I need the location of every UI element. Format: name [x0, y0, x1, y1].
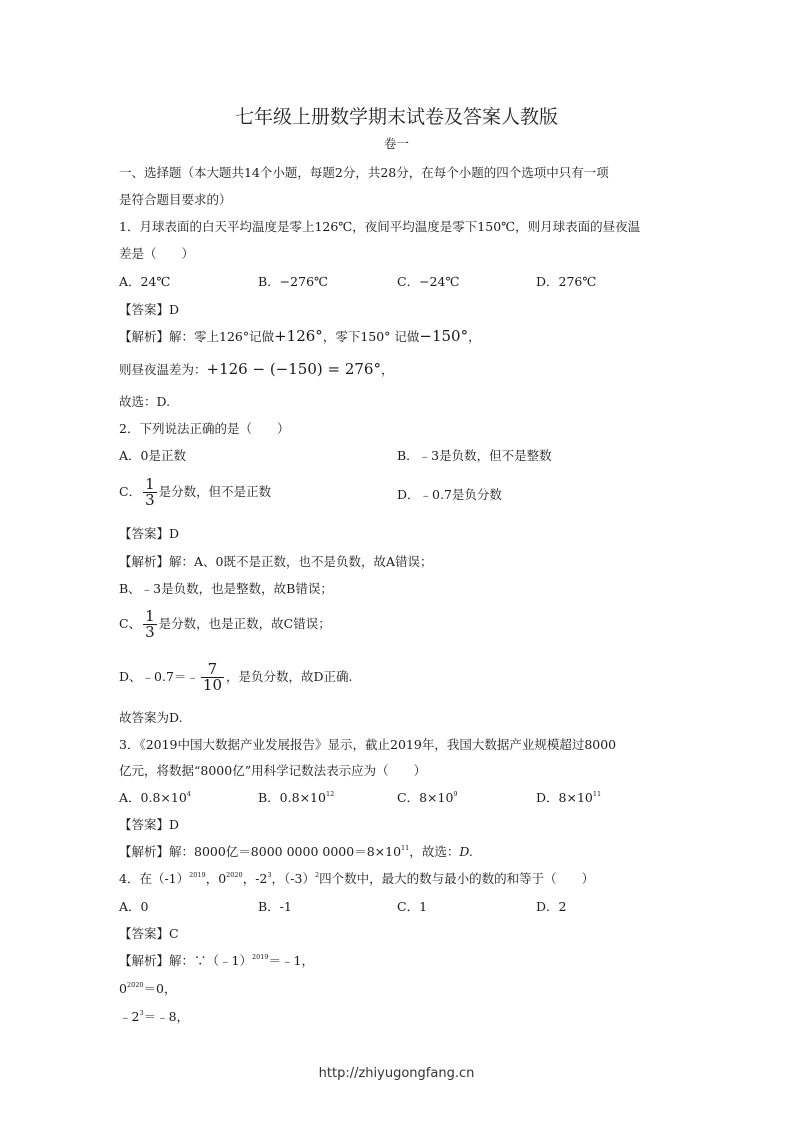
q3-analysis-text-c: D. [459, 844, 473, 859]
q1-analysis-line2 [119, 361, 393, 378]
q3-analysis [119, 844, 473, 860]
q4-analysis-line1 [119, 953, 314, 969]
q4-stem [119, 871, 594, 887]
q3-option-a [119, 790, 191, 806]
q4-stem-exp4: 2 [314, 871, 320, 879]
q4-stem-a: 4．在（-1） [119, 871, 190, 886]
q3-stem-line2: 亿元，将数据“8000亿”用科学记数法表示应为（ ） [119, 763, 427, 778]
q2-analysis-line2: B、﹣3是负数，也是整数，故B错误； [119, 581, 333, 596]
q2-stem: 2．下列说法正确的是（ ） [119, 421, 290, 436]
q4-analysis2-exp: 2020 [126, 981, 144, 989]
q2-option-c-prefix: C． [119, 484, 142, 499]
q1-analysis-text-c: ，零下150° 记做 [322, 329, 420, 344]
q1-stem-line1: 1．月球表面的白天平均温度是零上126℃，夜间平均温度是零下150℃，则月球表面的昼夜温 [119, 219, 641, 234]
q2-analysis4-fraction [201, 662, 224, 693]
q3-analysis-text-b: ，故选： [409, 844, 460, 859]
q3-option-a-base: A．0.8×10 [119, 790, 187, 805]
q1-analysis-text-a: 【解析】解：零上126°记做 [119, 329, 275, 344]
q2-option-b: B．﹣3是负数，但不是整数 [397, 448, 552, 463]
q4-analysis1-exp: 2019 [251, 953, 269, 961]
q1-analysis-math-d: −150° [419, 327, 469, 345]
q1-analysis-line3: 故选：D. [119, 394, 171, 409]
fraction-denominator: 3 [145, 623, 155, 641]
q4-stem-c: ，-2 [242, 871, 268, 886]
q4-analysis3-a: ﹣2 [119, 1009, 140, 1024]
q4-stem-e: 四个数中，最大的数与最小的数的和等于（ ） [319, 871, 595, 886]
q3-option-c-exponent: 9 [453, 790, 458, 798]
q4-option-d: D．2 [536, 899, 567, 914]
q2-option-a: A．0是正数 [119, 448, 186, 463]
q3-option-b-base: B．0.8×10 [258, 790, 326, 805]
page-subtitle: 卷一 [383, 136, 409, 151]
q4-stem-b: ，0 [205, 871, 227, 886]
q4-stem-exp3: 3 [267, 871, 272, 879]
q2-option-c-fraction [143, 477, 157, 508]
q4-analysis1-b: ＝﹣1， [268, 953, 314, 968]
q1-analysis-math-b: +126° [274, 327, 323, 345]
q2-answer: 【答案】D [119, 526, 180, 541]
q3-option-d-exponent: 11 [592, 790, 602, 798]
q3-answer: 【答案】D [119, 817, 180, 832]
q4-analysis-line3 [119, 1009, 189, 1025]
q2-option-c-suffix: 是分数，但不是正数 [158, 484, 272, 499]
fraction-numerator: 7 [201, 662, 224, 678]
q4-analysis1-a: 【解析】解：∵（﹣1） [119, 953, 252, 968]
q4-option-a: A．0 [119, 899, 149, 914]
q1-analysis2-text-c: ， [380, 362, 394, 377]
page-title: 七年级上册数学期末试卷及答案人教版 [234, 106, 558, 128]
q1-answer: 【答案】D [119, 302, 180, 317]
q2-analysis-line1: 【解析】解：A、0既不是正数，也不是负数，故A错误； [119, 554, 433, 569]
q4-analysis-line2 [119, 981, 176, 997]
q2-analysis-line5: 故答案为D. [119, 710, 183, 725]
q3-option-d-base: D．8×10 [536, 790, 593, 805]
q1-analysis-text-e: ， [468, 329, 481, 344]
footer-url: http://zhiyugongfang.cn [318, 1066, 475, 1081]
fraction-denominator: 3 [145, 491, 155, 509]
q4-stem-exp2: 2020 [226, 871, 243, 879]
fraction-denominator: 10 [202, 676, 222, 694]
q1-analysis-line1 [119, 328, 481, 345]
q3-option-d [536, 790, 601, 806]
q2-option-c [119, 477, 271, 508]
q4-option-c: C．1 [397, 899, 428, 914]
q1-option-a: A．24℃ [119, 274, 171, 289]
q4-option-b: B．-1 [258, 899, 292, 914]
q1-option-c: C．−24℃ [397, 274, 460, 289]
q4-analysis3-b: ＝﹣8， [143, 1009, 190, 1024]
q2-analysis3-suffix: 是分数，也是正数，故C错误； [158, 616, 331, 631]
q2-analysis-line4 [119, 662, 353, 693]
q3-option-b-exponent: 12 [325, 790, 335, 798]
q3-option-b [258, 790, 334, 806]
q3-analysis-text-a: 【解析】解：8000亿＝8000 0000 0000＝8×10 [119, 844, 402, 859]
q4-answer: 【答案】C [119, 926, 179, 941]
q3-option-c [397, 790, 458, 806]
q4-analysis2-b: ＝0， [143, 981, 177, 996]
q3-option-c-base: C．8×10 [397, 790, 454, 805]
section-heading-line2: 是符合题目要求的） [119, 192, 232, 207]
q2-analysis-line3 [119, 609, 331, 640]
q1-option-d: D．276℃ [536, 274, 597, 289]
q1-analysis2-math: +126 − (−150) = 276° [206, 360, 381, 378]
q1-option-b: B．−276℃ [258, 274, 329, 289]
q3-analysis-exponent: 11 [401, 844, 410, 852]
q4-analysis2-a: 0 [119, 981, 127, 996]
q4-stem-exp1: 2019 [189, 871, 206, 879]
q1-stem-line2: 差是（ ） [119, 246, 195, 261]
q2-analysis4-prefix: D、﹣0.7＝﹣ [119, 669, 199, 684]
fraction-numerator: 1 [145, 607, 155, 625]
q2-option-d: D．﹣0.7是负分数 [397, 487, 502, 502]
q1-analysis2-text-a: 则昼夜温差为： [119, 362, 207, 377]
q4-analysis3-exp: 3 [139, 1009, 144, 1017]
q3-stem-line1: 3．《2019中国大数据产业发展报告》显示，截止2019年，我国大数据产业规模超过8000 [119, 737, 617, 752]
q2-analysis3-fraction [143, 609, 157, 640]
section-heading-line1: 一、选择题（本大题共14个小题，每题2分，共28分，在每个小题的四个选项中只有一项 [119, 165, 609, 180]
fraction-numerator: 1 [145, 475, 155, 493]
q2-analysis4-suffix: ，是负分数，故D正确. [226, 669, 353, 684]
q4-stem-d: ，（-3） [271, 871, 315, 886]
q3-option-a-exponent: 4 [186, 790, 191, 798]
q2-analysis3-prefix: C、 [119, 616, 142, 631]
